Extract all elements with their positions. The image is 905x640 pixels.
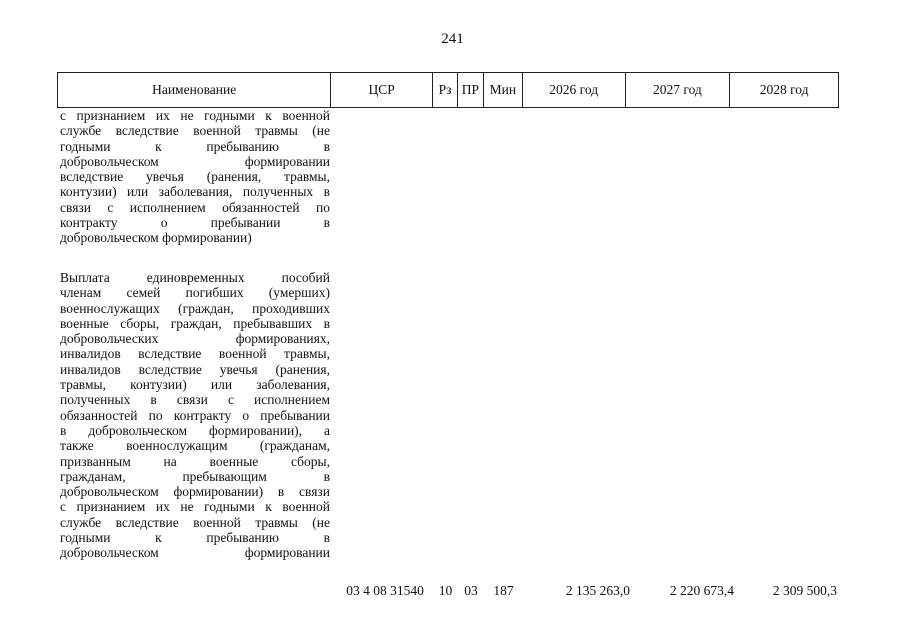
text-line: инвалидов вследствие увечья (ранения,	[60, 361, 330, 377]
text-line: связи с исполнением обязанностей по	[60, 199, 330, 215]
page-number: 241	[441, 31, 464, 47]
header-year-2027: 2027 год	[626, 73, 731, 107]
continuation-text	[60, 108, 330, 246]
text-line: Выплата единовременных пособий	[60, 270, 330, 285]
text-line: полученных в связи с исполнением	[60, 392, 330, 408]
text-line: обязанностей по контракту о пребывании	[60, 407, 330, 423]
header-rz: Рз	[433, 73, 458, 107]
text-line: службе вследствие военной травмы (не	[60, 123, 330, 139]
text-line: военные сборы, граждан, пребывавших в	[60, 315, 330, 331]
cell-rz: 10	[438, 583, 453, 598]
cell-pr: 03	[464, 583, 478, 598]
text-line: также военнослужащим (гражданам,	[60, 438, 330, 454]
header-name: Наименование	[58, 73, 331, 107]
header-pr: ПР	[458, 73, 484, 107]
text-line: членам семей погибших (умерших)	[60, 285, 330, 301]
header-year-2026: 2026 год	[523, 73, 626, 107]
text-line: службе вследствие военной травмы (не	[60, 514, 330, 530]
table-row	[57, 583, 839, 599]
header-csr: ЦСР	[331, 73, 433, 107]
text-line: добровольческом формировании	[60, 153, 330, 169]
cell-year-2028: 2 309 500,3	[772, 583, 837, 598]
text-line: вследствие увечья (ранения, травмы,	[60, 169, 330, 185]
table-header-row	[57, 72, 839, 108]
text-line: с признанием их не годными к военной	[60, 499, 330, 515]
text-line: инвалидов вследствие военной травмы,	[60, 346, 330, 362]
cell-csr: 03 4 08 31540	[346, 583, 424, 598]
header-min: Мин	[484, 73, 523, 107]
text-line: военнослужащих (граждан, проходивших	[60, 300, 330, 316]
text-line: годными к пребыванию в	[60, 138, 330, 154]
header-year-2028: 2028 год	[759, 82, 809, 97]
text-line: добровольческом формировании) в связи	[60, 484, 330, 500]
text-line: годными к пребыванию в	[60, 530, 330, 546]
text-line: добровольческом формировании)	[60, 230, 252, 246]
cell-min: 187	[493, 583, 514, 598]
text-line: добровольческом формировании	[60, 545, 330, 561]
text-line: в добровольческом формировании), а	[60, 422, 330, 438]
text-line: добровольческих формированиях,	[60, 331, 330, 347]
text-line: травмы, контузии) или заболевания,	[60, 377, 330, 393]
text-line: контракту о пребывании в	[60, 215, 330, 231]
cell-year-2027: 2 220 673,4	[669, 583, 734, 598]
item-name-text	[60, 270, 330, 561]
cell-year-2026: 2 135 263,0	[565, 583, 630, 598]
text-line: контузии) или заболевания, полученных в	[60, 184, 330, 200]
text-line: призванным на военные сборы,	[60, 453, 330, 469]
text-line: гражданам, пребывающим в	[60, 468, 330, 484]
text-line: с признанием их не годными к военной	[60, 108, 330, 123]
